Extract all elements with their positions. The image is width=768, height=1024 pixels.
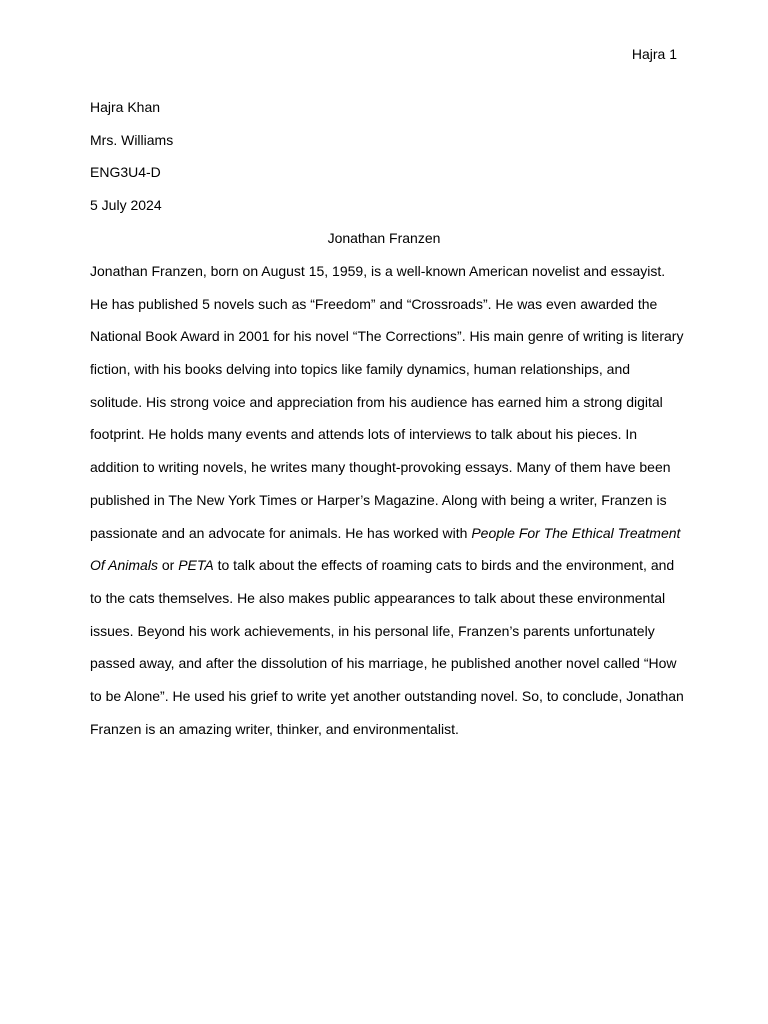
body-line [90, 255, 678, 288]
body-text-run: fiction, with his books delving into topics like family dynamics, human relationships, and [90, 361, 631, 378]
body-line [90, 418, 678, 451]
body-text-run: passed away, and after the dissolution of his marriage, he published another novel called “How [90, 655, 677, 672]
body-text-run: issues. Beyond his work achievements, in his personal life, Franzen’s parents unfortunately [90, 622, 655, 639]
body-line [90, 386, 678, 419]
body-line [90, 288, 678, 321]
body-line [90, 582, 678, 615]
body-text-run: to be Alone”. He used his grief to write yet another outstanding novel. So, to conclude, Jonathan [90, 687, 684, 704]
body-line [90, 713, 678, 746]
body-line [90, 647, 678, 680]
author-name: Hajra Khan [90, 99, 161, 115]
essay-body [90, 255, 684, 745]
body-italic-run: Of Animals [90, 557, 158, 574]
body-text-run: Franzen is an amazing writer, thinker, and environmentalist. [90, 720, 459, 737]
course-code: ENG3U4-D [90, 164, 161, 181]
body-line [90, 451, 678, 484]
mla-heading [90, 91, 678, 254]
body-line [90, 549, 678, 582]
body-text-run: or [157, 557, 179, 574]
body-text-run: published in The New York Times or Harper’s Magazine. Along with being a writer, Franzen is [90, 491, 667, 508]
body-line [90, 680, 684, 713]
body-italic-run: PETA [178, 557, 214, 574]
body-italic-run: People For The Ethical Treatment [471, 524, 681, 541]
body-line [90, 353, 678, 386]
body-text-run: to the cats themselves. He also makes public appearances to talk about these environmental [90, 589, 666, 606]
body-text-run: addition to writing novels, he writes many thought-provoking essays. Many of them have been [90, 459, 671, 476]
essay-title: Jonathan Franzen [327, 229, 441, 246]
body-line [90, 320, 684, 353]
body-text-run: National Book Award in 2001 for his novel “The Corrections”. His main genre of writing is literary [90, 328, 684, 345]
date: 5 July 2024 [90, 197, 162, 214]
body-text-run: footprint. He holds many events and attends lots of interviews to talk about his pieces. In [90, 426, 638, 443]
body-line [90, 615, 678, 648]
teacher-name: Mrs. Williams [90, 131, 174, 148]
body-line [90, 517, 681, 550]
body-text-run: He has published 5 novels such as “Freedom” and “Crossroads”. He was even awarded the [90, 295, 658, 312]
body-text-run: passionate and an advocate for animals. He has worked with [90, 524, 472, 541]
body-line [90, 484, 678, 517]
running-header: Hajra 1 [631, 46, 677, 62]
body-text-run: Jonathan Franzen, born on August 15, 1959, is a well-known American novelist and essayist. [90, 263, 666, 279]
body-text-run: to talk about the effects of roaming cats to birds and the environment, and [213, 557, 675, 574]
body-text-run: solitude. His strong voice and appreciation from his audience has earned him a strong digital [90, 393, 663, 410]
